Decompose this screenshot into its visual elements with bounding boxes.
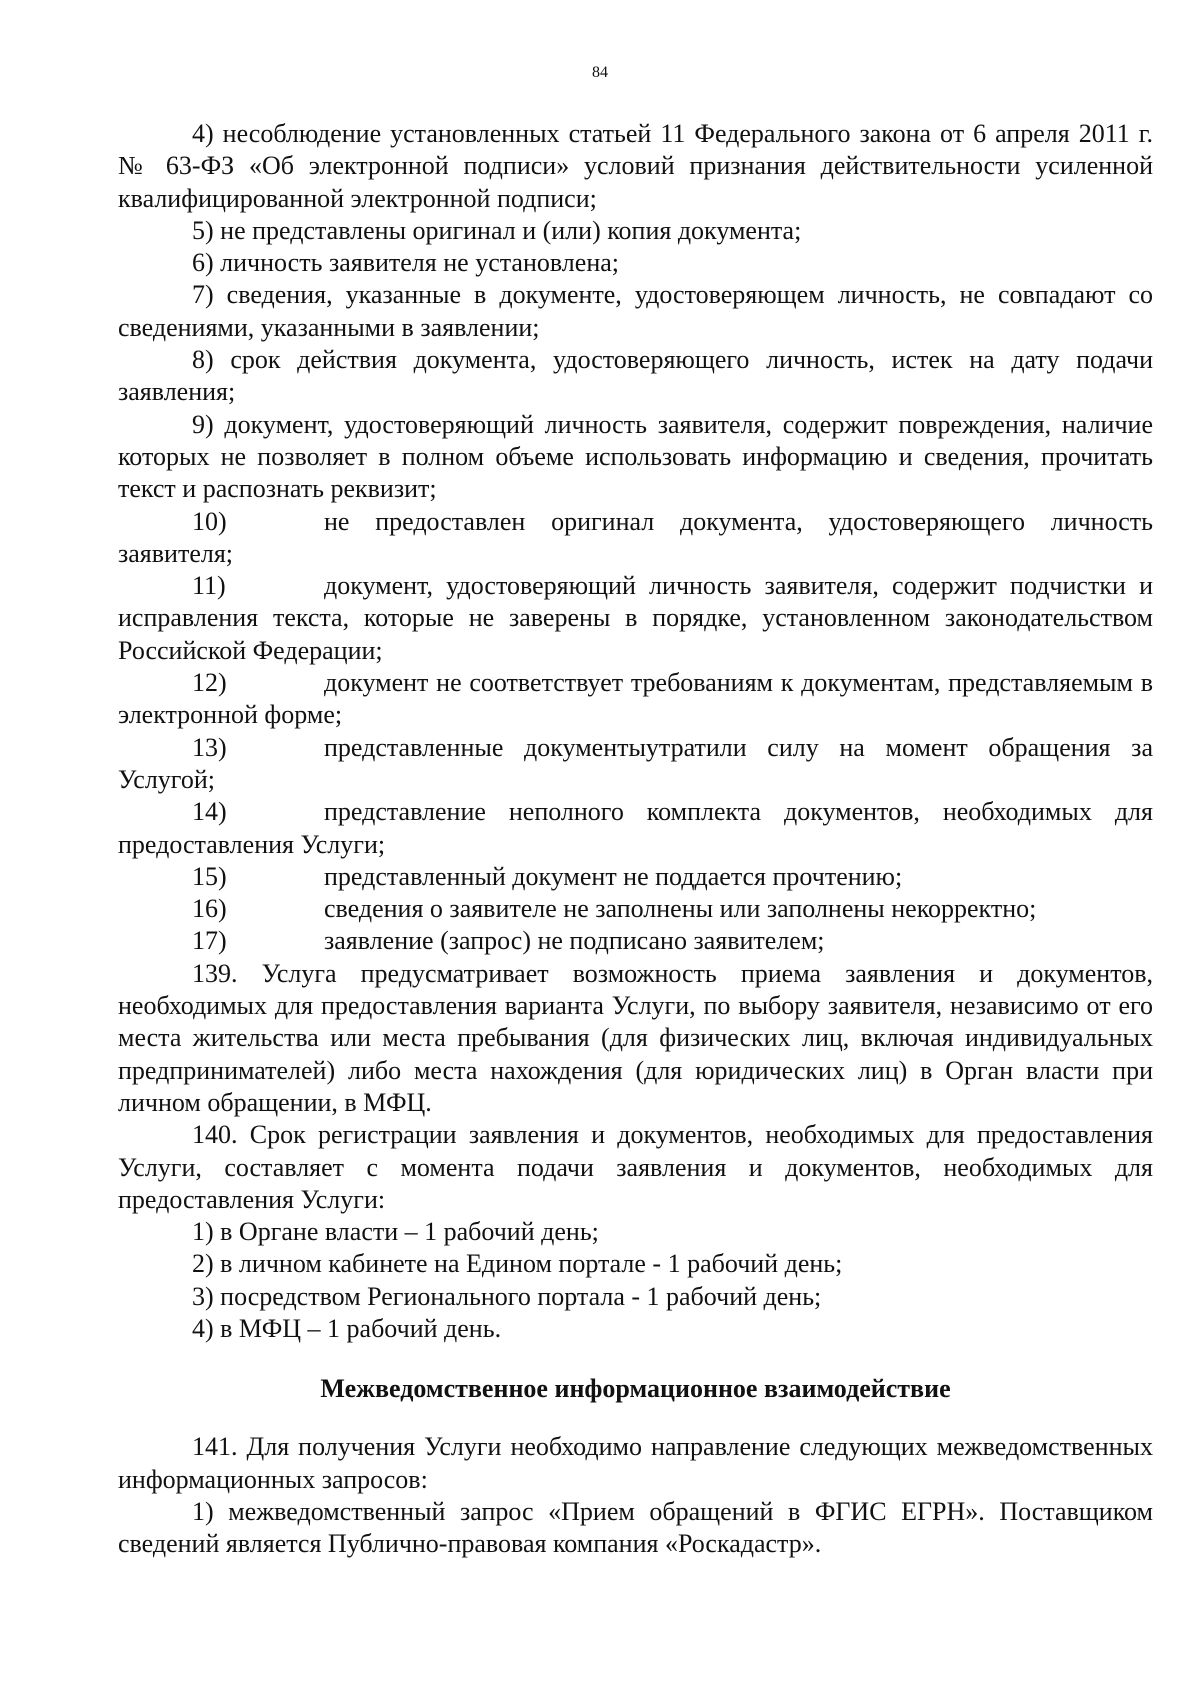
- list-item-12: [118, 667, 1153, 732]
- list-item-12-number: 12): [192, 668, 227, 698]
- list-item-9: 9) документ, удостоверяющий личность заявителя, содержит повреждения, наличие которых не позволяет в полном объеме использовать информацию и сведения, прочитать текст и распознать реквизит;: [118, 409, 1153, 504]
- page-number: 84: [592, 64, 608, 81]
- list-item-16-number: 16): [192, 894, 227, 924]
- list-item-7: 7) сведения, указанные в документе, удостоверяющем личность, не совпадают со сведениями, указанными в заявлении;: [118, 280, 1153, 342]
- paragraph-139: 139. Услуга предусматривает возможность приема заявления и документов, необходимых для предоставления варианта Услуги, по выбору заявителя, независимо от его места жительства или места пребывания (для физических лиц, включая индивидуальных предпринимателей) либо места нахождения (для юридических лиц) в Орган власти при личном обращении, в МФЦ.: [118, 958, 1153, 1117]
- list-item-15: [118, 861, 1153, 893]
- term-item-1: 1) в Органе власти – 1 рабочий день;: [192, 1217, 599, 1247]
- list-item-11: [118, 570, 1153, 667]
- list-item-11-text: документ, удостоверяющий личность заявителя, содержит подчистки и исправления текста, которые не заверены в порядке, установленном законодательством Российской Федерации;: [118, 571, 1153, 665]
- list-item-5: 5) не представлены оригинал и (или) копия документа;: [192, 215, 802, 245]
- paragraph-141: 141. Для получения Услуги необходимо направление следующих межведомственных информационных запросов:: [118, 1432, 1153, 1494]
- list-item-13: [118, 732, 1153, 797]
- term-item-2: 2) в личном кабинете на Едином портале - 1 рабочий день;: [192, 1249, 843, 1279]
- term-item-4: 4) в МФЦ – 1 рабочий день.: [192, 1313, 502, 1343]
- list-item-15-text: представленный документ не поддается прочтению;: [324, 861, 903, 891]
- list-item-14-number: 14): [192, 797, 227, 827]
- list-item-16-text: сведения о заявителе не заполнены или заполнены некорректно;: [324, 894, 1037, 924]
- list-item-13-text: представленные документыутратили силу на момент обращения за Услугой;: [118, 732, 1153, 794]
- list-item-11-number: 11): [192, 571, 226, 601]
- list-item-14-text: представление неполного комплекта документов, необходимых для предоставления Услуги;: [118, 797, 1153, 859]
- term-item-3: 3) посредством Регионального портала - 1 рабочий день;: [192, 1281, 822, 1311]
- paragraph-141-item-1: 1) межведомственный запрос «Прием обращений в ФГИС ЕГРН». Поставщиком сведений является Публично-правовая компания «Роскадастр».: [118, 1496, 1153, 1559]
- paragraph-140: 140. Срок регистрации заявления и документов, необходимых для предоставления Услуги, составляет с момента подачи заявления и документов, необходимых для предоставления Услуги:: [118, 1120, 1153, 1214]
- list-item-10-number: 10): [192, 506, 227, 536]
- list-item-16: [118, 893, 1153, 925]
- list-item-17-number: 17): [192, 926, 227, 956]
- list-item-14: [118, 796, 1153, 861]
- document-body: [118, 118, 1153, 1560]
- list-item-17: [118, 925, 1153, 957]
- list-item-17-text: заявление (запрос) не подписано заявителем;: [324, 926, 825, 956]
- list-item-8: 8) срок действия документа, удостоверяющего личность, истек на дату подачи заявления;: [118, 345, 1153, 407]
- list-item-10-text: не предоставлен оригинал документа, удостоверяющего личность заявителя;: [118, 506, 1153, 568]
- list-item-15-number: 15): [192, 861, 227, 891]
- list-item-10: [118, 506, 1153, 571]
- section-heading: Межведомственное информационное взаимодействие: [320, 1374, 951, 1404]
- list-item-4: 4) несоблюдение установленных статьей 11 Федерального закона от 6 апреля 2011 г. № 63-ФЗ «Об электронной подписи» условий признания действительности усиленной квалифицированной электронной подписи;: [118, 119, 1153, 213]
- list-item-6: 6) личность заявителя не установлена;: [192, 248, 619, 278]
- list-item-13-number: 13): [192, 732, 227, 762]
- list-item-12-text: документ не соответствует требованиям к документам, представляемым в электронной форме;: [118, 668, 1153, 730]
